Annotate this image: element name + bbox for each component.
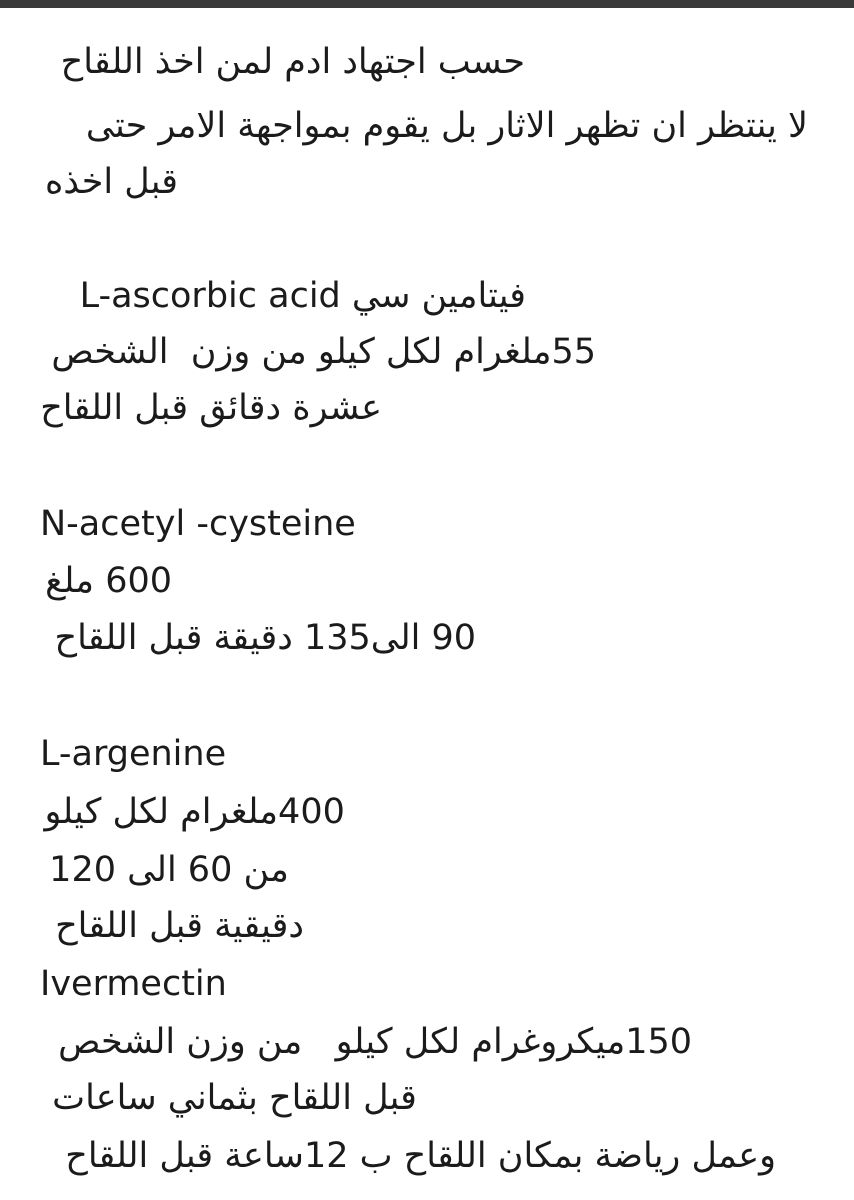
note-line: L-argenine (40, 734, 227, 774)
note-line: دقيقية قبل اللقاح (55, 906, 304, 946)
note-line: عشرة دقائق قبل اللقاح (40, 388, 382, 428)
note-line: من 60 الى 120 (49, 850, 300, 890)
note-line: N-acetyl -cysteine (40, 504, 356, 544)
note-line: قبل اخذه (45, 162, 178, 202)
note-line: 150ميكروغرام لكل كيلو من وزن الشخص (58, 1022, 692, 1062)
note-line: قبل اللقاح بثماني ساعات (52, 1078, 428, 1118)
note-line: لا ينتظر ان تظهر الاثار بل يقوم بمواجهة الامر حتى (74, 106, 808, 146)
note-line: Ivermectin (40, 964, 227, 1004)
note-line: 400ملغرام لكل كيلو (44, 792, 356, 832)
note-line: 55ملغرام لكل كيلو من وزن الشخص (51, 332, 596, 372)
note-line: حسب اجتهاد ادم لمن اخذ اللقاح (60, 42, 525, 82)
note-line: وعمل رياضة بمكان اللقاح ب 12ساعة قبل اللقاح (65, 1136, 776, 1176)
note-line: فيتامين سي L-ascorbic acid (79, 276, 526, 316)
note-line: 90 الى135 دقيقة قبل اللقاح (54, 618, 476, 658)
note-line: 600 ملغ (45, 561, 172, 601)
